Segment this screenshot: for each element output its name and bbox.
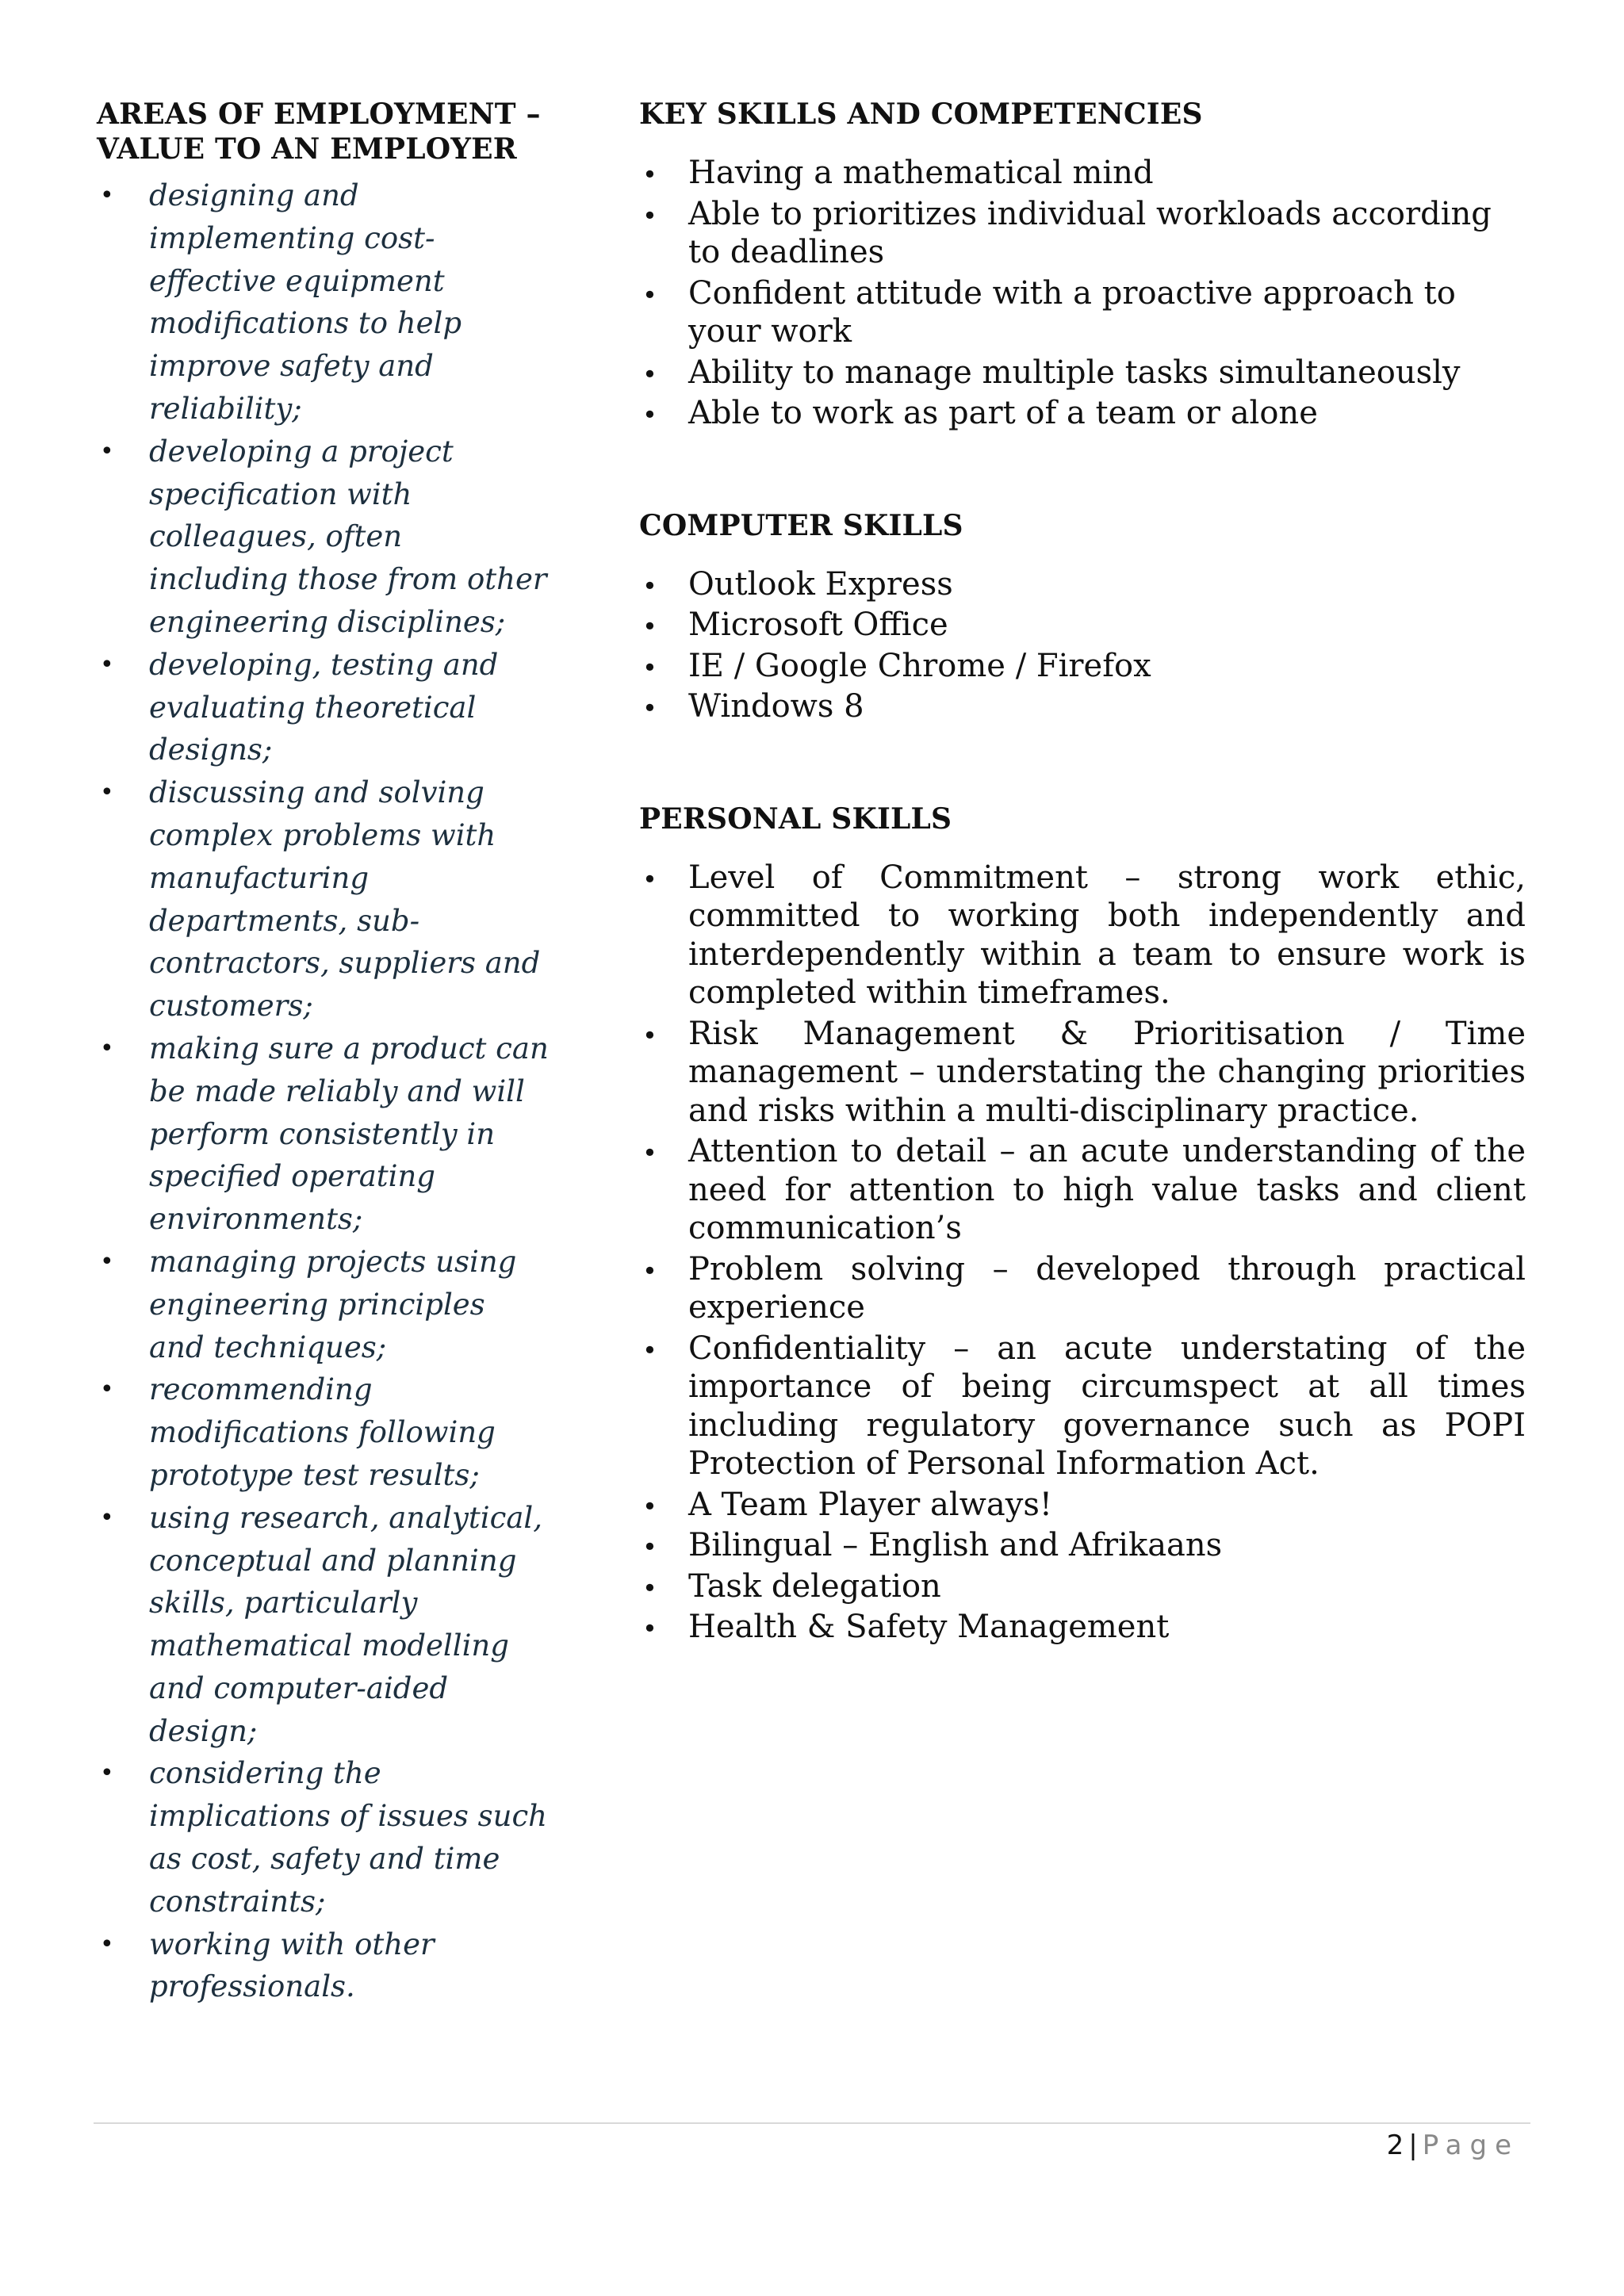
areas-list-item: [97, 771, 549, 1027]
areas-item-text: making sure a product can be made reliably and will perform consistently in specified operating environments;: [149, 1031, 549, 1237]
computer-skills-item-text: Windows 8: [688, 688, 864, 725]
bullet-icon: •: [642, 1490, 657, 1521]
key-skills-item-text: Able to prioritizes individual workloads according to deadlines: [688, 195, 1492, 270]
computer-skills-item-text: Outlook Express: [688, 565, 953, 603]
computer-skills-list: [639, 565, 1526, 726]
bullet-icon: •: [100, 1759, 114, 1788]
footer-divider: [94, 2122, 1530, 2124]
personal-skills-item-text: Task delegation: [688, 1567, 941, 1605]
bullet-icon: •: [100, 182, 114, 209]
bullet-icon: •: [642, 693, 657, 723]
areas-list-item: [97, 1752, 549, 1923]
bullet-icon: •: [642, 1334, 657, 1365]
areas-item-text: developing a project specification with colleagues, often including those from other engineering disciplines;: [149, 434, 547, 639]
key-skills-item: [639, 354, 1526, 392]
personal-skills-item: [639, 1608, 1526, 1647]
areas-list-item: [97, 430, 549, 644]
bullet-icon: •: [642, 400, 657, 430]
areas-list-item: [97, 1497, 549, 1753]
personal-skills-item: [639, 1132, 1526, 1248]
areas-list-item: [97, 1923, 549, 2009]
personal-skills-item-text: Level of Commitment – strong work ethic, committed to working both independently and interdependently within a team to ensure work is completed within timeframes.: [688, 859, 1526, 1011]
personal-skills-item: [639, 1330, 1526, 1483]
computer-skills-item: [639, 606, 1526, 645]
key-skills-item: [639, 154, 1526, 193]
bullet-icon: •: [642, 1613, 657, 1644]
key-skills-heading: KEY SKILLS AND COMPETENCIES: [639, 98, 1203, 131]
page-label: Page: [1422, 2130, 1519, 2161]
personal-skills-item: [639, 1567, 1526, 1606]
personal-skills-item-text: Attention to detail – an acute understanding of the need for attention to high value tasks and client communication’s: [688, 1133, 1526, 1246]
areas-list-item: [97, 1241, 549, 1368]
skills-column: [639, 97, 1526, 1649]
areas-of-employment-section: [97, 97, 549, 2008]
personal-skills-item-text: Health & Safety Management: [688, 1609, 1170, 1645]
key-skills-item-text: Able to work as part of a team or alone: [688, 395, 1318, 431]
key-skills-item: [639, 274, 1526, 351]
bullet-icon: •: [100, 779, 114, 807]
areas-heading-line1: AREAS OF EMPLOYMENT –: [97, 98, 541, 131]
key-skills-item-text: Ability to manage multiple tasks simultaneously: [688, 354, 1461, 391]
bullet-icon: •: [100, 1930, 114, 1958]
bullet-icon: •: [642, 611, 657, 641]
bullet-icon: •: [100, 1247, 114, 1276]
computer-skills-item: [639, 565, 1526, 604]
computer-skills-heading: COMPUTER SKILLS: [639, 508, 963, 542]
areas-list: [97, 174, 549, 2008]
personal-skills-item: [639, 1526, 1526, 1565]
page-footer: [1387, 2130, 1519, 2161]
bullet-icon: •: [100, 1034, 114, 1062]
personal-skills-item: [639, 1015, 1526, 1131]
personal-skills-section: [639, 802, 1526, 1647]
bullet-icon: •: [642, 279, 657, 310]
bullet-icon: •: [642, 200, 657, 231]
areas-heading-line2: VALUE TO AN EMPLOYER: [97, 132, 517, 166]
bullet-icon: •: [642, 570, 657, 601]
personal-skills-item-text: Confidentiality – an acute understating of the importance of being circumspect at all times including regulatory governance such as POPI Protection of Personal Information Act.: [688, 1330, 1526, 1482]
key-skills-item: [639, 394, 1526, 433]
bullet-icon: •: [100, 1503, 114, 1532]
areas-item-text: developing, testing and evaluating theoretical designs;: [149, 647, 499, 767]
areas-item-text: managing projects using engineering principles and techniques;: [149, 1244, 517, 1364]
computer-skills-section: [639, 508, 1526, 726]
key-skills-item: [639, 195, 1526, 272]
areas-list-item: [97, 1368, 549, 1496]
bullet-icon: •: [100, 650, 114, 679]
bullet-icon: •: [642, 1138, 657, 1168]
areas-item-text: recommending modifications following prototype test results;: [149, 1372, 496, 1492]
areas-item-text: working with other professionals.: [149, 1927, 435, 2004]
bullet-icon: •: [642, 652, 657, 683]
areas-item-text: designing and implementing cost-effective equipment modifications to help improve safety and reliability;: [149, 178, 462, 426]
page-number: 2: [1386, 2130, 1404, 2161]
bullet-icon: •: [642, 1255, 657, 1286]
areas-list-item: [97, 644, 549, 771]
personal-skills-item-text: Bilingual – English and Afrikaans: [688, 1527, 1223, 1563]
bullet-icon: •: [642, 1572, 657, 1603]
personal-skills-item-text: Risk Management & Prioritisation / Time management – understating the changing priorities and risks within a multi-disciplinary practice.: [688, 1015, 1526, 1129]
areas-heading: [97, 97, 549, 166]
personal-skills-item: [639, 1250, 1526, 1327]
areas-list-item: [97, 1027, 549, 1241]
computer-skills-item-text: Microsoft Office: [688, 607, 948, 643]
computer-skills-item: [639, 647, 1526, 686]
bullet-icon: •: [100, 1376, 114, 1404]
computer-skills-item-text: IE / Google Chrome / Firefox: [688, 647, 1151, 684]
personal-skills-item: [639, 859, 1526, 1012]
personal-skills-list: [639, 859, 1526, 1647]
areas-item-text: using research, analytical, conceptual and planning skills, particularly mathematical modelling and computer-aided design;: [149, 1500, 542, 1748]
bullet-icon: •: [642, 1020, 657, 1050]
bullet-icon: •: [642, 358, 657, 389]
bullet-icon: •: [100, 437, 114, 465]
computer-skills-item: [639, 687, 1526, 726]
bullet-icon: •: [642, 863, 657, 894]
personal-skills-item: [639, 1486, 1526, 1525]
key-skills-section: [639, 97, 1526, 433]
personal-skills-heading: PERSONAL SKILLS: [639, 802, 952, 836]
areas-item-text: considering the implications of issues such as cost, safety and time constraints;: [149, 1756, 547, 1919]
areas-item-text: discussing and solving complex problems with manufacturing departments, sub-contractors, suppliers and customers;: [149, 775, 541, 1024]
key-skills-item-text: Having a mathematical mind: [688, 155, 1154, 191]
bullet-icon: •: [642, 159, 657, 189]
key-skills-item-text: Confident attitude with a proactive approach to your work: [688, 274, 1456, 350]
page-separator: |: [1408, 2130, 1418, 2161]
personal-skills-item-text: A Team Player always!: [688, 1486, 1052, 1523]
key-skills-list: [639, 154, 1526, 433]
areas-list-item: [97, 174, 549, 430]
personal-skills-item-text: Problem solving – developed through practical experience: [688, 1250, 1526, 1326]
bullet-icon: •: [642, 1532, 657, 1562]
